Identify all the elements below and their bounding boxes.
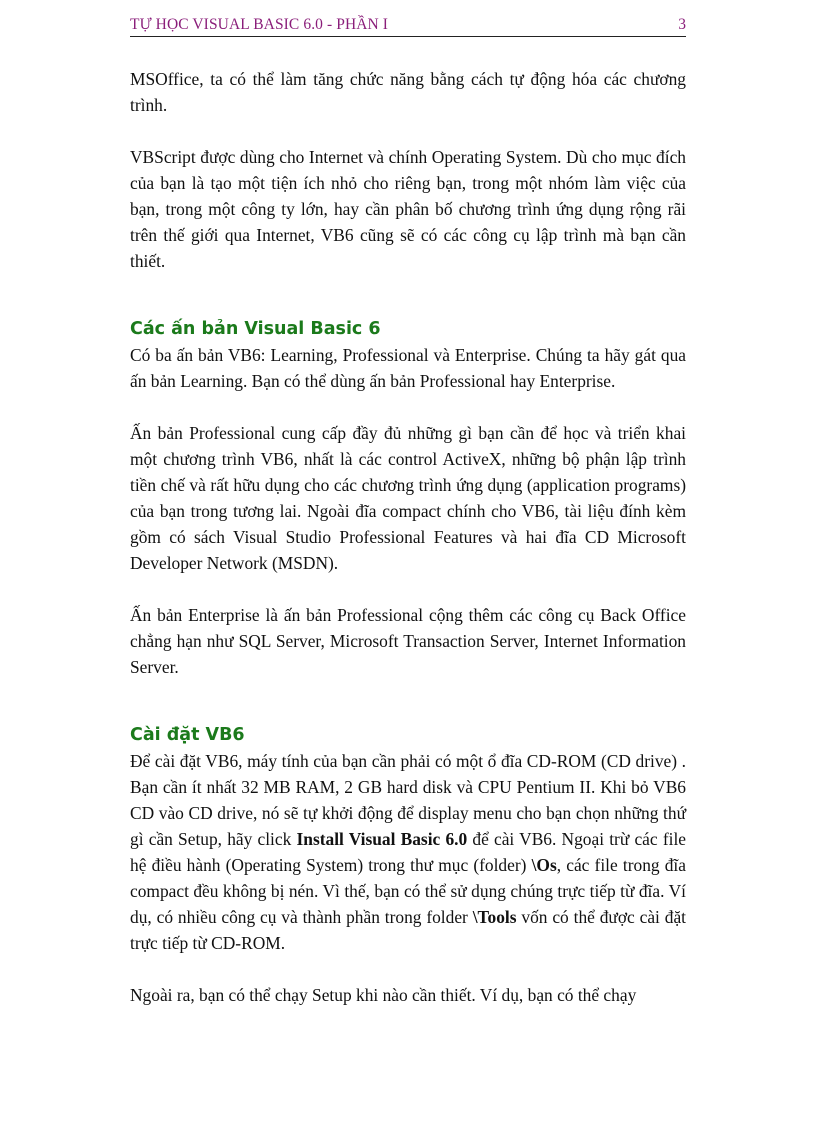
section-heading-install: Cài đặt VB6	[130, 725, 245, 745]
paragraph-setup: Ngoài ra, bạn có thể chạy Setup khi nào cần thiết. Ví dụ, bạn có thể chạy	[130, 985, 637, 1005]
paragraph-install	[130, 748, 686, 956]
header-title: TỰ HỌC VISUAL BASIC 6.0 - PHẦN I	[130, 16, 389, 33]
paragraph-professional: Ấn bản Professional cung cấp đầy đủ những gì bạn cần để học và triển khai một chương trình VB6, nhất là các control ActiveX, những bộ phận lập trình tiền chế và rất hữu dụng cho các chương trình ứng dụng (application programs) của bạn trong tương lai. Ngoài đĩa compact chính cho VB6, tài liệu đính kèm gồm có sách Visual Studio Professional Features và hai đĩa CD Microsoft Developer Network (MSDN).	[130, 423, 686, 573]
paragraph-vbscript: VBScript được dùng cho Internet và chính Operating System. Dù cho mục đích của bạn là tạo một tiện ích nhỏ cho riêng bạn, trong một nhóm làm việc của bạn, trong một công ty lớn, hay cần phân bố chương trình ứng dụng rộng rãi trên thế giới qua Internet, VB6 cũng sẽ có các công cụ lập trình mà bạn cần thiết.	[130, 147, 686, 271]
page-number: 3	[678, 16, 686, 33]
document-body	[130, 66, 686, 1008]
os-folder-reference: \Os	[531, 855, 557, 875]
install-text-2: để cài VB6. Ngoại trừ các file hệ điều hành (Operating System) trong thư mục (folder)	[130, 829, 686, 875]
paragraph-editions: Có ba ấn bản VB6: Learning, Professional và Enterprise. Chúng ta hãy gát qua ấn bản Learning. Bạn có thể dùng ấn bản Professional hay Enterprise.	[130, 345, 686, 391]
paragraph-enterprise: Ấn bản Enterprise là ấn bản Professional cộng thêm các công cụ Back Office chẳng hạn như SQL Server, Microsoft Transaction Server, Internet Information Server.	[130, 605, 686, 677]
tools-folder-reference: \Tools	[472, 907, 517, 927]
page-header	[130, 14, 686, 37]
install-text-3: , các file trong đĩa compact đều không bị nén. Vì thế, bạn có thể sử dụng chúng trực tiếp từ đĩa. Ví dụ, có nhiều công cụ và thành phần trong folder	[130, 855, 686, 927]
install-text-1: Để cài đặt VB6, máy tính của bạn cần phải có một ổ đĩa CD-ROM (CD drive) . Bạn cần ít nhất 32 MB RAM, 2 GB hard disk và CPU Pentium II. Khi bỏ VB6 CD vào CD drive, nó sẽ tự khởi động để display menu cho bạn chọn những thứ gì cần Setup, hãy click	[130, 751, 686, 849]
install-text-4: vốn có thể được cài đặt trực tiếp từ CD-ROM.	[130, 907, 686, 953]
section-heading-editions: Các ấn bản Visual Basic 6	[130, 319, 381, 339]
install-button-reference: Install Visual Basic 6.0	[296, 829, 468, 849]
paragraph-msoffice: MSOffice, ta có thể làm tăng chức năng bằng cách tự động hóa các chương trình.	[130, 69, 686, 115]
